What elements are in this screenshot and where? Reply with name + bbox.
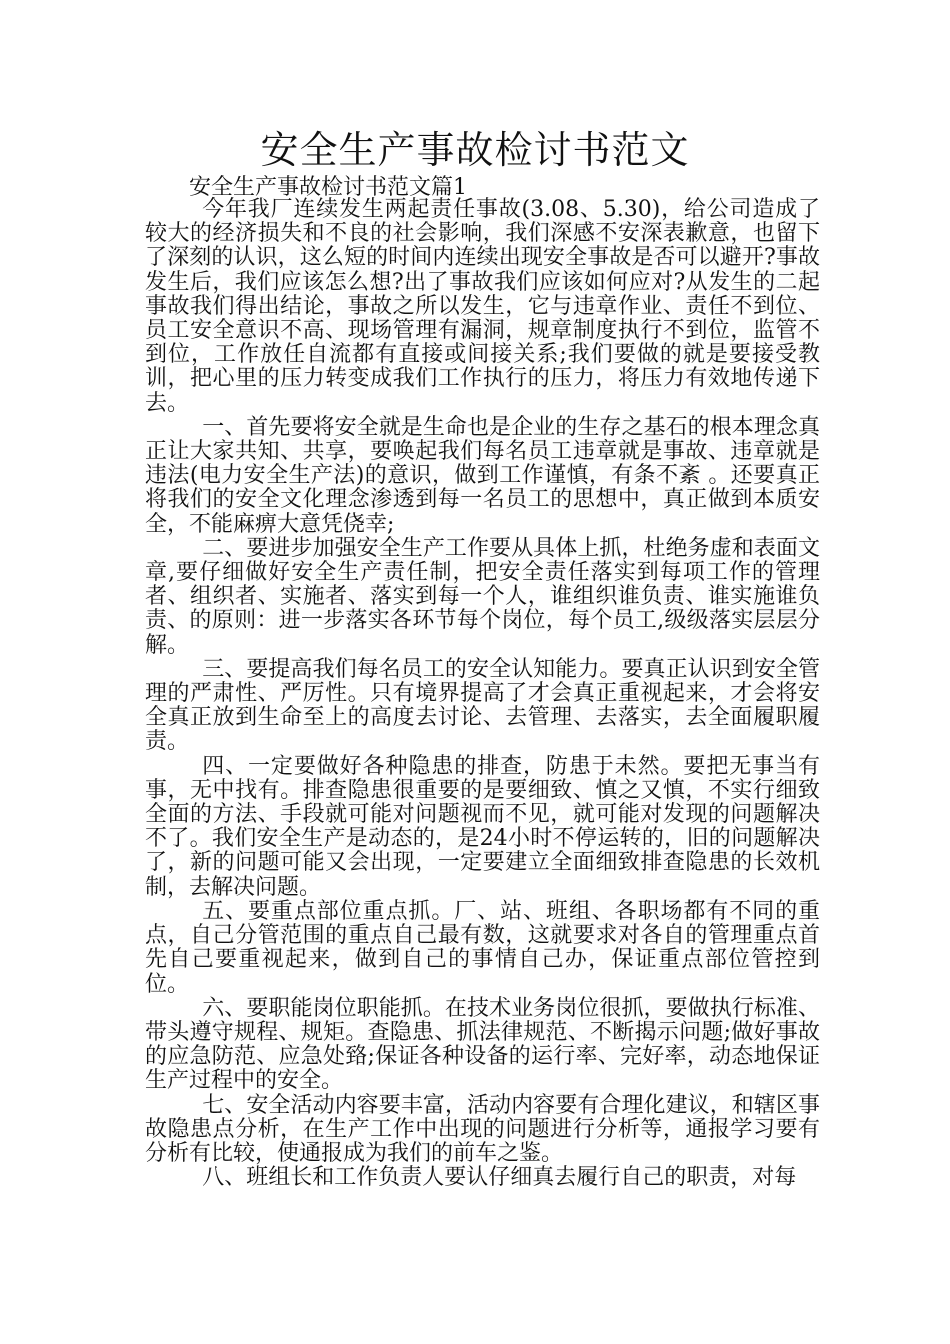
paragraph-1: 一、首先要将安全就是生命也是企业的生存之基石的根本理念真正让大家共知、共享，要唤起我们每名员工违章就是事故、违章就是违法(电力安全生产法)的意识，做到工作谨慎，有条不紊 。还要真正将我们的安全文化理念渗透到每一名员工的思想中，真正做到本质安全，不能麻痹大意凭侥幸; [145,414,820,537]
paragraph-8: 八、班组长和工作负责人要认仔细真去履行自己的职责，对每 [202,1165,797,1191]
document-body [145,198,820,1190]
paragraph-3: 三、要提高我们每名员工的安全认知能力。要真正认识到安全管理的严肃性、严厉性。只有境界提高了才会真正重视起来，才会将安全真正放到生命至上的高度去讨论、去管理、去落实，去全面履职履责。 [145,656,820,755]
document-title: 安全生产事故检讨书范文 [260,128,690,172]
paragraph-6: 六、要职能岗位职能抓。在技术业务岗位很抓，要做执行标准、带头遵守规程、规矩。查隐患、抓法律规范、不断揭示问题;做好事故的应急防范、应急处臵;保证各种设备的运行率、完好率，动态地保证生产过程中的安全。 [145,995,820,1094]
paragraph-4: 四、一定要做好各种隐患的排查，防患于未然。要把无事当有事，无中找有。排查隐患很重要的是要细致、慎之又慎，不实行细致全面的方法、手段就可能对问题视而不见，就可能对发现的问题解决不了。我们安全生产是动态的，是24小时不停运转的，旧的问题解决了，新的问题可能又会出现，一定要建立全面细致排查隐患的长效机制，去解决问题。 [145,753,820,900]
document-subtitle: 安全生产事故检讨书范文篇1 [189,175,467,200]
paragraph-5: 五、要重点部位重点抓。厂、站、班组、各职场都有不同的重点，自己分管范围的重点自己最有数，这就要求对各自的管理重点首先自己要重视起来，做到自己的事情自己办，保证重点部位管控到位。 [145,898,820,997]
paragraph-intro: 今年我厂连续发生两起责任事故(3.08、5.30)，给公司造成了较大的经济损失和不良的社会影响，我们深感不安深表歉意，也留下了深刻的认识，这么短的时间内连续出现安全事故是否可以避开?事故发生后，我们应该怎么想?出了事故我们应该如何应对?从发生的二起事故我们得出结论，事故之所以发生，它与违章作业、责任不到位、员工安全意识不高、现场管理有漏洞，规章制度执行不到位，监管不到位，工作放任自流都有直接或间接关系;我们要做的就是要接受教训，把心里的压力转变成我们工作执行的压力，将压力有效地传递下去。 [145,197,820,416]
paragraph-2: 二、要进步加强安全生产工作要从具体上抓，杜绝务虚和表面文章,要仔细做好安全生产责任制，把安全责任落实到每项工作的管理者、组织者、实施者、落实到每一个人，谁组织谁负责、谁实施谁负责、的原则：进一步落实各环节每个岗位，每个员工,级级落实层层分解。 [145,535,820,658]
paragraph-7: 七、安全活动内容要丰富，活动内容要有合理化建议，和辖区事故隐患点分析，在生产工作中出现的问题进行分析等，通报学习要有分析有比较，使通报成为我们的前车之鉴。 [145,1092,820,1166]
